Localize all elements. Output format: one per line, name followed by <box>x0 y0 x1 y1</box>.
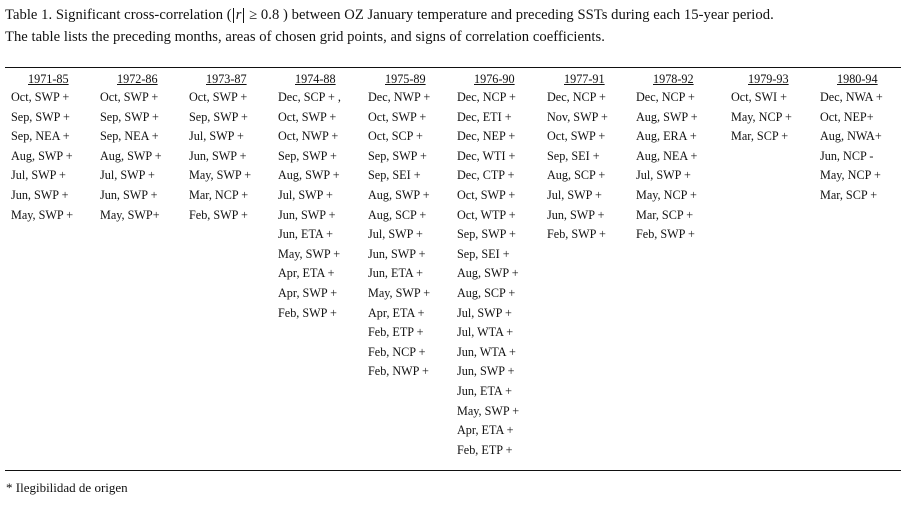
table-bottom-rule <box>5 470 901 471</box>
table-cell: May, SWP + <box>278 246 341 261</box>
table-cell: Sep, SWP + <box>457 227 516 242</box>
table-cell: Sep, NEA + <box>11 129 70 144</box>
table-cell: Jun, SWP + <box>368 246 426 261</box>
column-header: 1978-92 <box>653 72 694 86</box>
abs-r-symbol: r <box>233 8 245 23</box>
column-header: 1972-86 <box>117 72 158 86</box>
table-cell: Jun, SWP + <box>278 207 336 222</box>
table-cell: May, SWP + <box>189 168 252 183</box>
table-cell: Jun, SWP + <box>547 207 605 222</box>
table-column <box>547 71 608 245</box>
table-cell: Aug, NEA + <box>636 148 698 163</box>
table-cell: Nov, SWP + <box>547 109 608 124</box>
table-cell: May, SWP+ <box>100 207 160 222</box>
column-header: 1980-94 <box>837 72 878 86</box>
column-header: 1973-87 <box>206 72 247 86</box>
table-cell: Oct, NEP+ <box>820 109 874 124</box>
table-cell: Oct, SWP + <box>189 90 248 104</box>
table-cell: Oct, NWP + <box>278 129 339 144</box>
table-column <box>278 71 341 323</box>
table-cell: Mar, SCP + <box>731 129 789 144</box>
table-cell: Jun, SWP + <box>189 148 247 163</box>
table-cell: Sep, SEI + <box>547 148 600 163</box>
table-cell: Jul, SWP + <box>636 168 691 183</box>
table-cell: Aug, NWA+ <box>820 129 882 144</box>
table-cell: Feb, NWP + <box>368 364 429 379</box>
table-cell: Jun, ETA + <box>457 383 512 398</box>
column-header: 1976-90 <box>474 72 515 86</box>
table-cell: Aug, SWP + <box>11 148 73 163</box>
table-cell: Jul, WTA + <box>457 325 514 340</box>
table-cell: Dec, NCP + <box>457 90 516 104</box>
table-cell: Jul, SWP + <box>547 187 602 202</box>
table-cell: Feb, SWP + <box>278 305 337 320</box>
table-column <box>731 71 792 147</box>
table-cell: Apr, ETA + <box>457 423 514 438</box>
table-cell: Aug, ERA + <box>636 129 697 144</box>
table-cell: Dec, WTI + <box>457 148 516 163</box>
caption-suffix: ≥ 0.8 ) between OZ January temperature and preceding SSTs during each 15-year period. <box>245 7 774 23</box>
table-caption <box>5 4 901 48</box>
table-cell: Sep, NEA + <box>100 129 159 144</box>
table-cell: Apr, ETA + <box>368 305 425 320</box>
table-cell: Oct, WTP + <box>457 207 516 222</box>
table-cell: Aug, SWP + <box>457 266 519 281</box>
table-cell: Aug, SCP + <box>547 168 606 183</box>
table-cell: May, SWP + <box>368 285 431 300</box>
table-cell: Oct, SWP + <box>100 90 159 104</box>
table-cell: May, NCP + <box>820 168 881 183</box>
table-cell: Oct, SCP + <box>368 129 423 144</box>
table-cell: Aug, SWP + <box>278 168 340 183</box>
table-cell: Jul, SWP + <box>189 129 244 144</box>
column-header: 1975-89 <box>385 72 426 86</box>
table-cell: Dec, SCP + , <box>278 90 341 104</box>
table-cell: Dec, ETI + <box>457 109 512 124</box>
table-cell: Dec, NWA + <box>820 90 883 104</box>
table-cell: Dec, NWP + <box>368 90 431 104</box>
table-cell: Sep, SWP + <box>278 148 337 163</box>
table-cell: Feb, SWP + <box>189 207 248 222</box>
table-cell: Mar, SCP + <box>636 207 694 222</box>
table-cell: Sep, SWP + <box>100 109 159 124</box>
footnote: * Ilegibilidad de origen <box>6 480 128 495</box>
table-cell: Oct, SWP + <box>457 187 516 202</box>
table-cell: Sep, SEI + <box>368 168 421 183</box>
table-top-rule <box>5 67 901 68</box>
table-cell: Jul, SWP + <box>278 187 333 202</box>
table-cell: Feb, ETP + <box>368 325 424 340</box>
table-cell: Jun, SWP + <box>11 187 69 202</box>
table-cell: Dec, CTP + <box>457 168 515 183</box>
table-column <box>636 71 698 245</box>
column-header: 1971-85 <box>28 72 69 86</box>
caption-prefix: Table 1. Significant cross-correlation ( <box>5 7 232 23</box>
table-cell: Jul, SWP + <box>11 168 66 183</box>
column-header: 1977-91 <box>564 72 605 86</box>
table-cell: Sep, SWP + <box>189 109 248 124</box>
table-cell: Oct, SWP + <box>368 109 427 124</box>
table-cell: Jul, SWP + <box>457 305 512 320</box>
caption-line-1 <box>5 4 901 26</box>
table-cell: Dec, NCP + <box>547 90 606 104</box>
table-cell: Feb, ETP + <box>457 442 513 457</box>
table-column <box>189 71 251 225</box>
table-cell: May, NCP + <box>636 187 697 202</box>
table-cell: Feb, SWP + <box>547 227 606 242</box>
table-cell: May, SWP + <box>11 207 74 222</box>
table-cell: Jun, WTA + <box>457 344 516 359</box>
table-cell: Aug, SWP + <box>100 148 162 163</box>
table-cell: Feb, SWP + <box>636 227 695 242</box>
table-cell: Jun, SWP + <box>457 364 515 379</box>
column-header: 1979-93 <box>748 72 789 86</box>
table-cell: Jun, ETA + <box>368 266 423 281</box>
table-cell: Oct, SWP + <box>278 109 337 124</box>
table-cell: Aug, SWP + <box>636 109 698 124</box>
table-cell: Dec, NEP + <box>457 129 516 144</box>
table-cell: Mar, SCP + <box>820 187 878 202</box>
table-column <box>820 71 883 206</box>
table-cell: Jun, ETA + <box>278 227 333 242</box>
table-cell: Jun, NCP - <box>820 148 874 163</box>
table-cell: May, SWP + <box>457 403 520 418</box>
caption-line-2: The table lists the preceding months, areas of chosen grid points, and signs of correlation coefficients. <box>5 29 605 45</box>
table-column <box>100 71 162 225</box>
table-cell: Apr, SWP + <box>278 285 338 300</box>
table-cell: Feb, NCP + <box>368 344 426 359</box>
table-cell: Sep, SWP + <box>368 148 427 163</box>
table-cell: Oct, SWI + <box>731 90 787 104</box>
table-column <box>368 71 430 382</box>
table-cell: Oct, SWP + <box>547 129 606 144</box>
table-column <box>457 71 519 460</box>
table-cell: Aug, SCP + <box>368 207 427 222</box>
table-cell: Jul, SWP + <box>368 227 423 242</box>
table-cell: Oct, SWP + <box>11 90 70 104</box>
table-cell: Aug, SCP + <box>457 285 516 300</box>
table-cell: Jun, SWP + <box>100 187 158 202</box>
table-cell: Jul, SWP + <box>100 168 155 183</box>
table-cell: Mar, NCP + <box>189 187 249 202</box>
table-cell: May, NCP + <box>731 109 792 124</box>
table-cell: Apr, ETA + <box>278 266 335 281</box>
table-cell: Aug, SWP + <box>368 187 430 202</box>
table-cell: Dec, NCP + <box>636 90 695 104</box>
column-header: 1974-88 <box>295 72 336 86</box>
table-column <box>11 71 73 225</box>
table-cell: Sep, SWP + <box>11 109 70 124</box>
table-cell: Sep, SEI + <box>457 246 510 261</box>
